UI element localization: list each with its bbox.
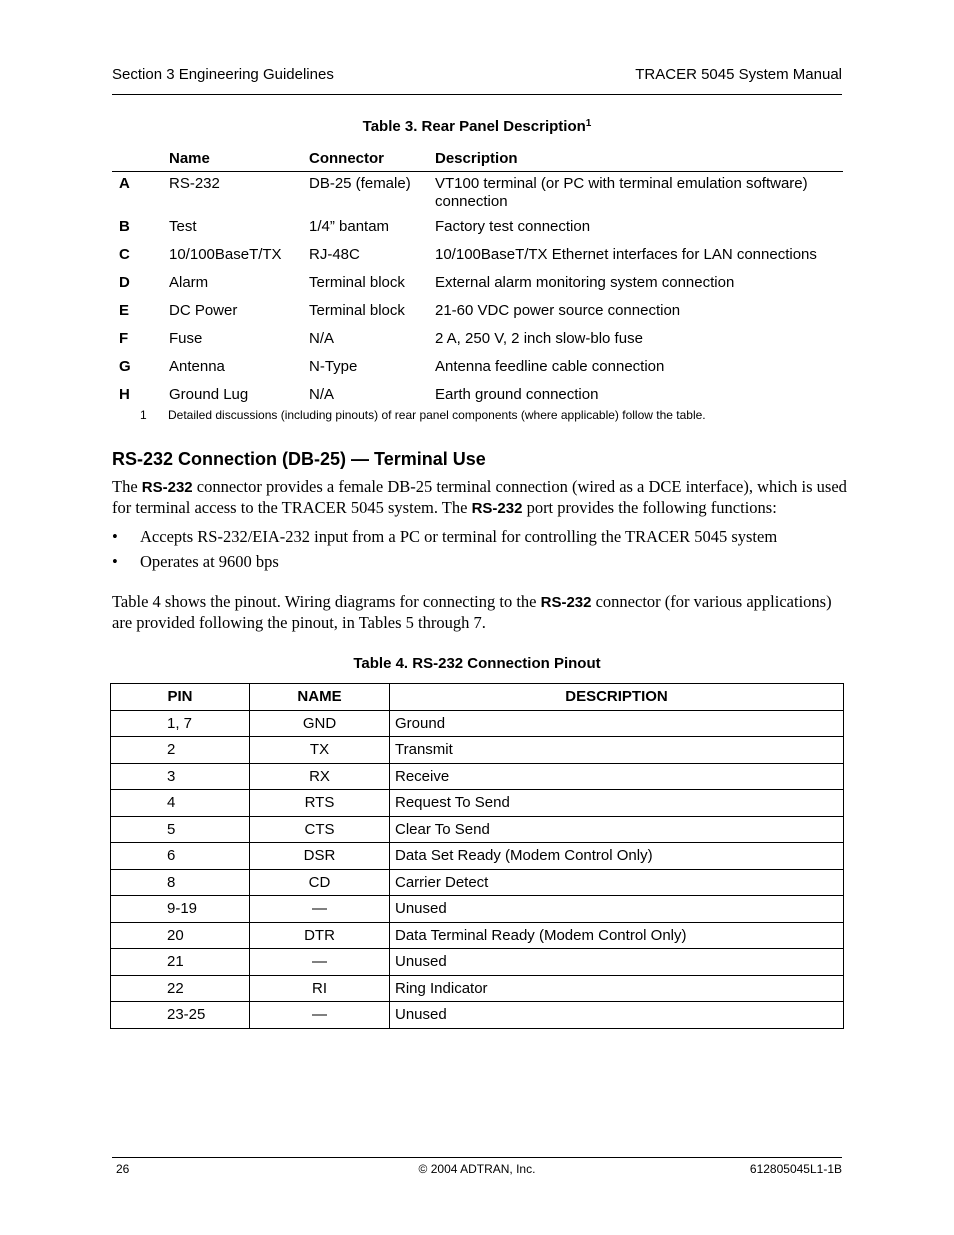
table-row bbox=[111, 790, 844, 817]
table-row bbox=[112, 355, 843, 383]
table3-caption: Table 3. Rear Panel Description$^1$ bbox=[362, 118, 592, 135]
pinout-description: Unused bbox=[390, 896, 844, 923]
pinout-header-name: NAME bbox=[250, 684, 390, 711]
rear-panel-name: Fuse bbox=[169, 330, 203, 347]
page-footer bbox=[112, 1157, 842, 1178]
rear-panel-header-name: Name bbox=[169, 146, 309, 172]
pinout-pin: 8 bbox=[111, 869, 250, 896]
table-row bbox=[111, 869, 844, 896]
footnote-text: Detailed discussions (including pinouts) of rear panel components (where applicable) follow the table. bbox=[168, 408, 706, 422]
rs232-term: RS-232 bbox=[471, 500, 523, 517]
copyright: © 2004 ADTRAN, Inc. bbox=[418, 1162, 536, 1176]
document-id: 612805045L1-1B bbox=[749, 1162, 842, 1176]
pinout-header-pin: PIN bbox=[111, 684, 250, 711]
header-manual-title: TRACER 5045 System Manual bbox=[635, 66, 842, 83]
rear-panel-description: 10/100BaseT/TX Ethernet interfaces for LAN connections bbox=[435, 246, 817, 263]
rear-panel-connector: N/A bbox=[309, 386, 335, 403]
pinout-description: Ring Indicator bbox=[390, 975, 844, 1002]
table-row bbox=[111, 975, 844, 1002]
list-item: • Operates at 9600 bps bbox=[112, 552, 279, 571]
table-row bbox=[111, 710, 844, 737]
rear-panel-header-connector: Connector bbox=[309, 146, 435, 172]
bullet-marker: • bbox=[112, 527, 118, 546]
rear-panel-letter: H bbox=[119, 386, 130, 403]
rear-panel-header-row bbox=[112, 146, 843, 172]
rear-panel-letter: F bbox=[119, 330, 129, 347]
rear-panel-description: Earth ground connection bbox=[435, 386, 599, 403]
table-row bbox=[112, 215, 843, 243]
pinout-pin: 21 bbox=[111, 949, 250, 976]
pinout-description: Data Set Ready (Modem Control Only) bbox=[390, 843, 844, 870]
rear-panel-name: 10/100BaseT/TX bbox=[169, 246, 282, 263]
page-number: 26 bbox=[116, 1162, 130, 1176]
table-row bbox=[112, 299, 843, 327]
rear-panel-letter: C bbox=[119, 246, 130, 263]
table-row bbox=[112, 383, 843, 411]
rear-panel-letter: G bbox=[119, 358, 131, 375]
rear-panel-connector: RJ-48C bbox=[309, 246, 360, 263]
rs232-term: RS-232 bbox=[540, 594, 592, 611]
pinout-name: — bbox=[250, 949, 390, 976]
pinout-name: CD bbox=[250, 869, 390, 896]
pinout-description: Request To Send bbox=[390, 790, 844, 817]
bullet-marker: • bbox=[112, 552, 118, 571]
rear-panel-letter: D bbox=[119, 274, 130, 291]
rear-panel-connector: N-Type bbox=[309, 358, 358, 375]
pinout-name: RX bbox=[250, 763, 390, 790]
rear-panel-connector: 1/4” bantam bbox=[309, 218, 390, 235]
table-row bbox=[111, 1002, 844, 1029]
pinout-description: Carrier Detect bbox=[390, 869, 844, 896]
rear-panel-description: Antenna feedline cable connection bbox=[435, 358, 665, 375]
pinout-pin: 5 bbox=[111, 816, 250, 843]
pinout-description: Transmit bbox=[390, 737, 844, 764]
table4-caption: Table 4. RS-232 Connection Pinout bbox=[353, 655, 601, 672]
pinout-header-description: DESCRIPTION bbox=[390, 684, 844, 711]
intro-paragraph: The RS-232 connector provides a female DB-25 terminal connection (wired as a DCE interface), which is used for terminal access to the TRACER 5045 system. The RS-232 port provides the following functions: bbox=[112, 477, 847, 517]
pinout-pin: 2 bbox=[111, 737, 250, 764]
table-row bbox=[111, 737, 844, 764]
rear-panel-connector: Terminal block bbox=[309, 274, 405, 291]
rear-panel-name: Alarm bbox=[169, 274, 209, 291]
rear-panel-name: RS-232 bbox=[169, 175, 220, 192]
rear-panel-description: 2 A, 250 V, 2 inch slow-blo fuse bbox=[435, 330, 643, 347]
pinout-pin: 6 bbox=[111, 843, 250, 870]
rear-panel-connector: DB-25 (female) bbox=[309, 175, 411, 192]
table-row bbox=[112, 271, 843, 299]
pinout-description: Clear To Send bbox=[390, 816, 844, 843]
rear-panel-name: Test bbox=[169, 218, 197, 235]
pinout-description: Receive bbox=[390, 763, 844, 790]
rear-panel-description: VT100 terminal (or PC with terminal emulation software) connection bbox=[435, 175, 808, 210]
rear-panel-name: Antenna bbox=[169, 358, 225, 375]
rear-panel-letter: B bbox=[119, 218, 130, 235]
table-row bbox=[111, 949, 844, 976]
section-heading: RS-232 Connection (DB-25) — Terminal Use bbox=[112, 449, 486, 469]
pinout-name: CTS bbox=[250, 816, 390, 843]
table-row bbox=[111, 763, 844, 790]
pinout-name: DTR bbox=[250, 922, 390, 949]
rear-panel-name: Ground Lug bbox=[169, 386, 249, 403]
pinout-pin: 1, 7 bbox=[111, 710, 250, 737]
rear-panel-table bbox=[112, 146, 843, 411]
pinout-table bbox=[110, 683, 844, 1029]
pinout-description: Data Terminal Ready (Modem Control Only) bbox=[390, 922, 844, 949]
pinout-name: DSR bbox=[250, 843, 390, 870]
footnote-number: 1 bbox=[140, 408, 147, 422]
pinout-paragraph: Table 4 shows the pinout. Wiring diagrams for connecting to the RS-232 connector (for various applications) are provided following the pinout, in Tables 5 through 7. bbox=[112, 592, 832, 632]
rear-panel-connector: Terminal block bbox=[309, 302, 405, 319]
table-row bbox=[112, 243, 843, 271]
pinout-name: — bbox=[250, 896, 390, 923]
table3-footnote bbox=[140, 408, 706, 422]
table3-caption-footnote-mark: 1 bbox=[585, 118, 592, 129]
rear-panel-description: Factory test connection bbox=[435, 218, 591, 235]
pinout-pin: 3 bbox=[111, 763, 250, 790]
table-row bbox=[111, 843, 844, 870]
table-row bbox=[111, 816, 844, 843]
rear-panel-letter: E bbox=[119, 302, 130, 319]
pinout-description: Unused bbox=[390, 1002, 844, 1029]
rear-panel-header-letter bbox=[112, 146, 169, 172]
rear-panel-connector: N/A bbox=[309, 330, 335, 347]
pinout-name: — bbox=[250, 1002, 390, 1029]
list-item: • Accepts RS-232/EIA-232 input from a PC or terminal for controlling the TRACER 5045 system bbox=[112, 527, 778, 546]
pinout-pin: 4 bbox=[111, 790, 250, 817]
rear-panel-description: 21-60 VDC power source connection bbox=[435, 302, 681, 319]
header-section-title: Section 3 Engineering Guidelines bbox=[112, 66, 334, 83]
rear-panel-header-description: Description bbox=[435, 146, 843, 172]
pinout-pin: 22 bbox=[111, 975, 250, 1002]
table-row bbox=[112, 172, 843, 216]
table-row bbox=[112, 327, 843, 355]
pinout-description: Ground bbox=[390, 710, 844, 737]
rs232-term: RS-232 bbox=[141, 479, 193, 496]
pinout-pin: 20 bbox=[111, 922, 250, 949]
pinout-name: RI bbox=[250, 975, 390, 1002]
pinout-name: TX bbox=[250, 737, 390, 764]
rear-panel-name: DC Power bbox=[169, 302, 238, 319]
rear-panel-description: External alarm monitoring system connection bbox=[435, 274, 735, 291]
pinout-pin: 23-25 bbox=[111, 1002, 250, 1029]
pinout-name: RTS bbox=[250, 790, 390, 817]
pinout-pin: 9-19 bbox=[111, 896, 250, 923]
page-header bbox=[112, 64, 842, 95]
table-row bbox=[111, 896, 844, 923]
table-row bbox=[111, 922, 844, 949]
pinout-description: Unused bbox=[390, 949, 844, 976]
pinout-header-row bbox=[111, 684, 844, 711]
pinout-name: GND bbox=[250, 710, 390, 737]
rear-panel-letter: A bbox=[119, 175, 130, 192]
